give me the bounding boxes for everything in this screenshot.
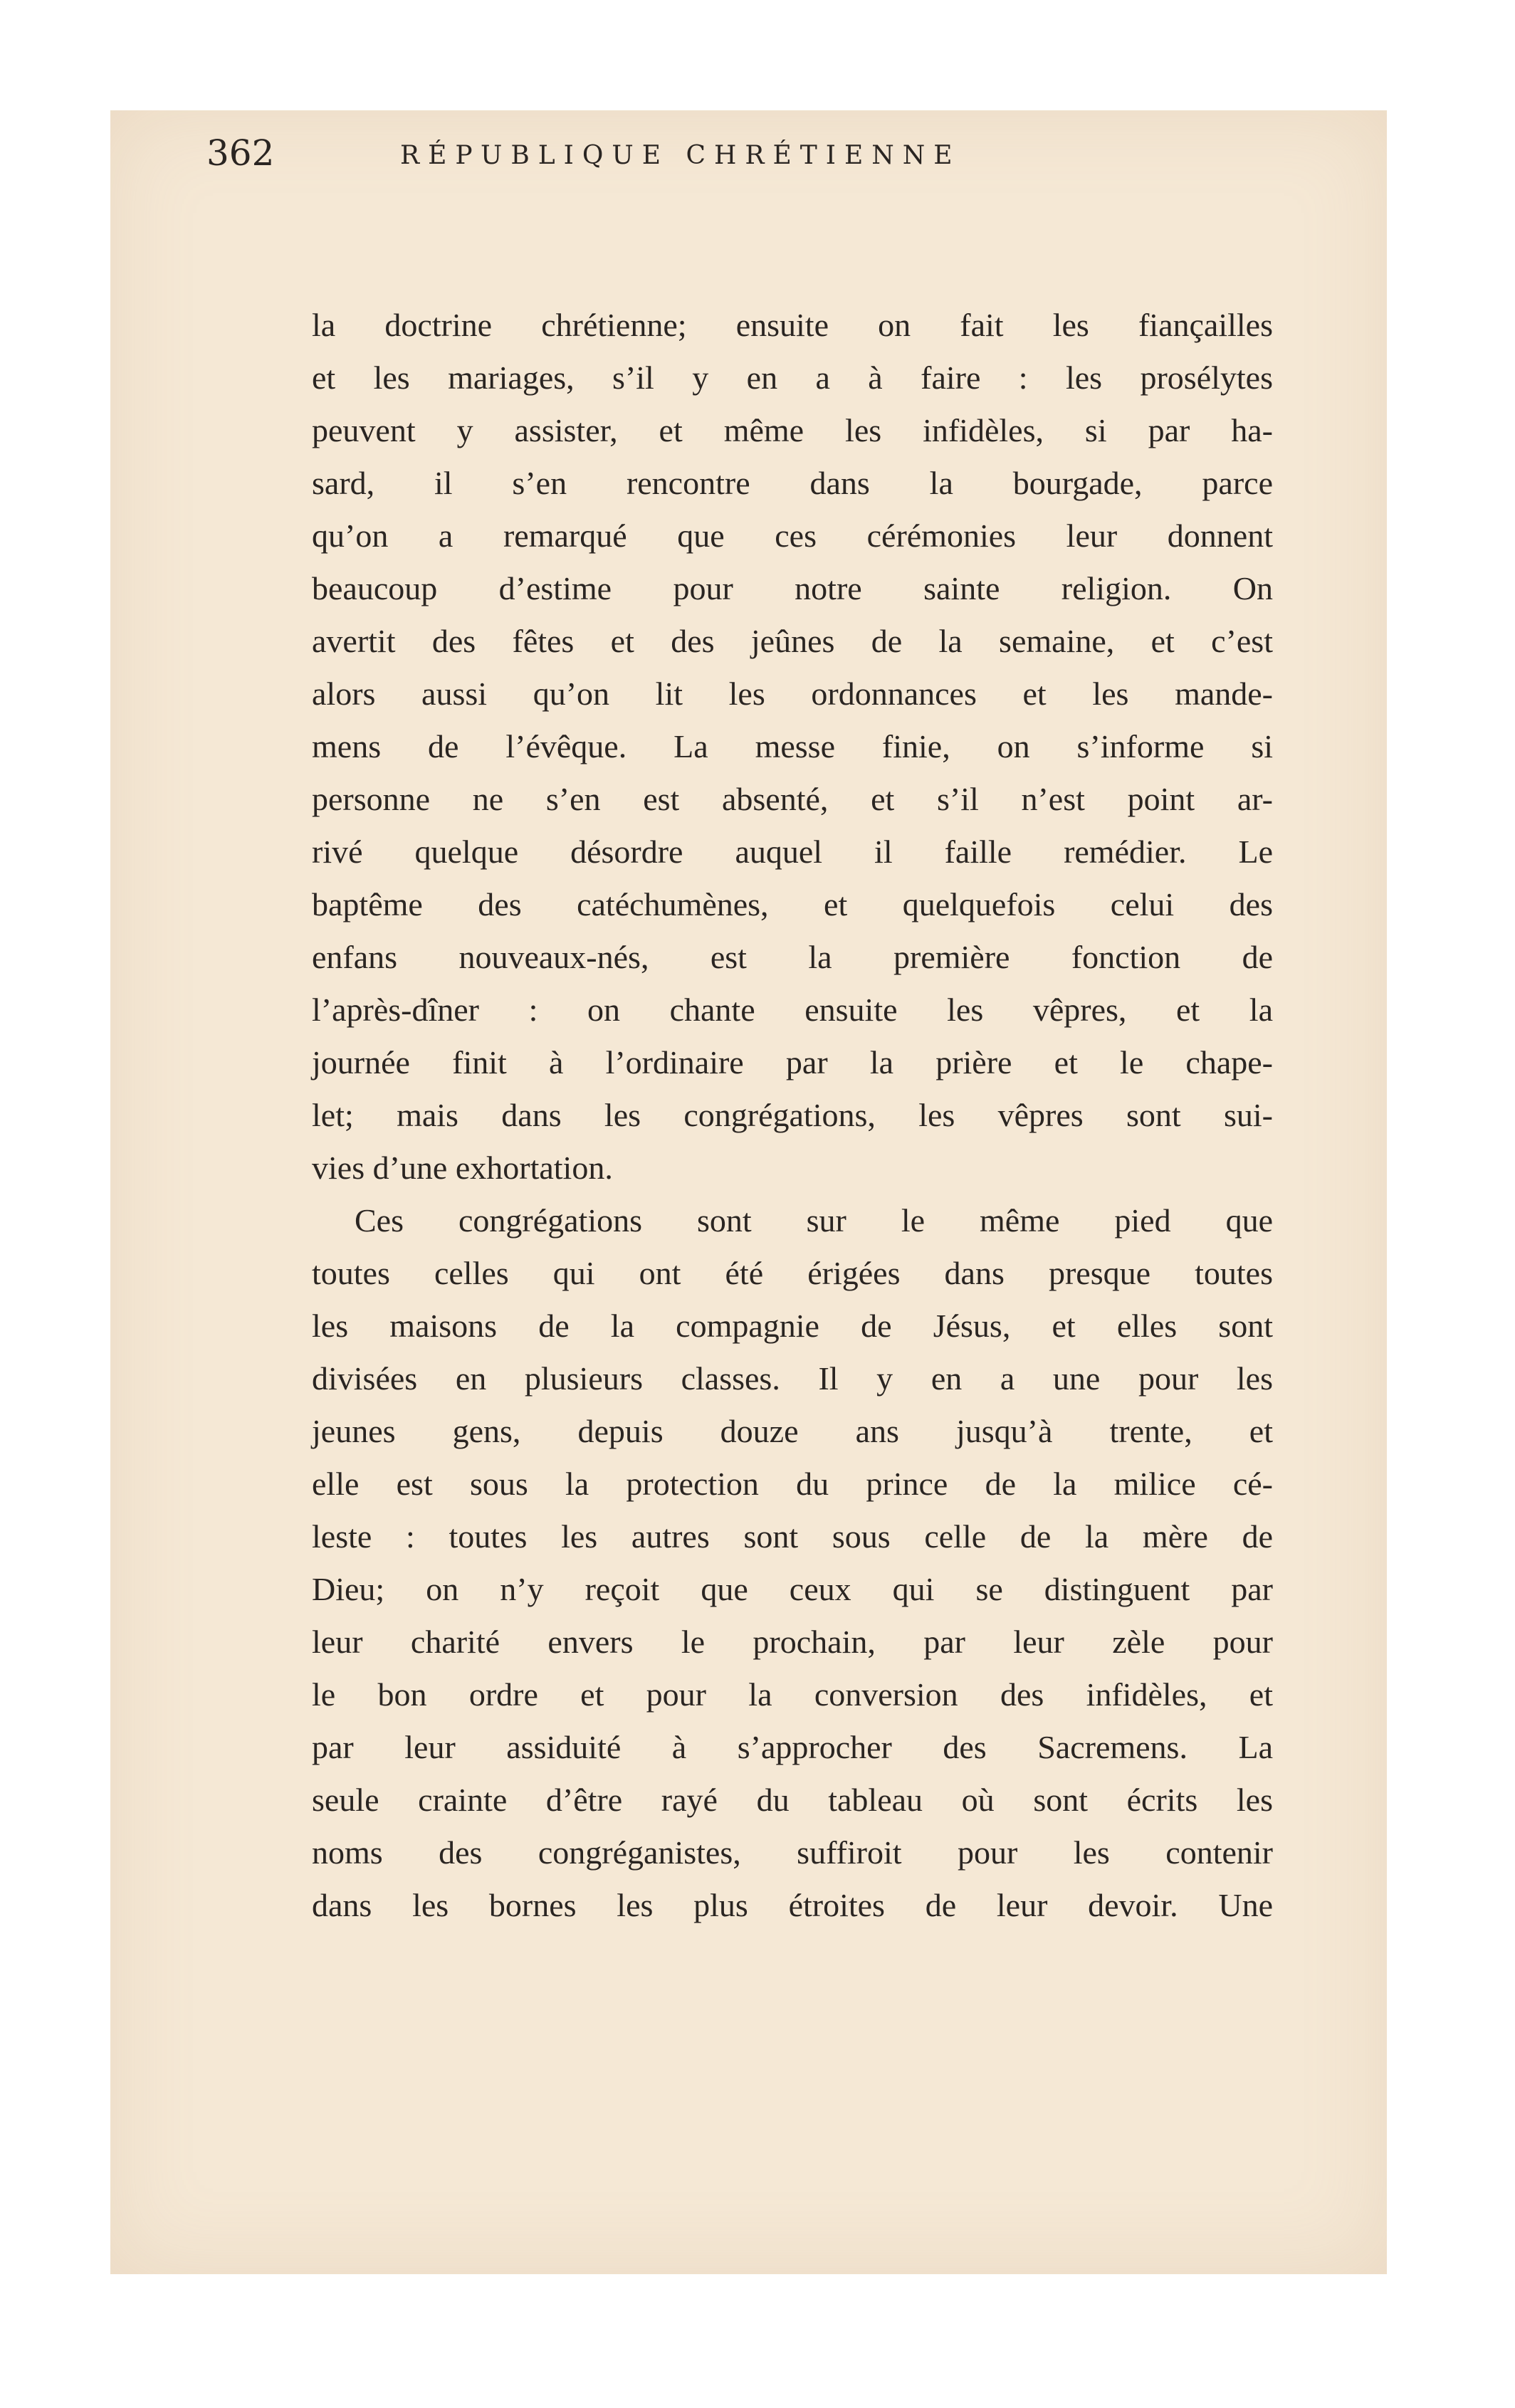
- page-number: 362: [206, 132, 275, 174]
- text-line: l’après-dîner : on chante ensuite les vêpres, et la: [312, 992, 1273, 1028]
- text-line: et les mariages, s’il y en a à faire : les prosélytes: [312, 359, 1273, 396]
- text-line: personne ne s’en est absenté, et s’il n’est point ar-: [312, 781, 1273, 817]
- text-line: sard, il s’en rencontre dans la bourgade, parce: [312, 465, 1273, 501]
- text-line: jeunes gens, depuis douze ans jusqu’à trente, et: [312, 1413, 1273, 1449]
- text-line: beaucoup d’estime pour notre sainte religion. On: [312, 570, 1273, 606]
- page-header: [206, 125, 1274, 182]
- running-title: RÉPUBLIQUE CHRÉTIENNE: [400, 141, 961, 170]
- text-line: le bon ordre et pour la conversion des infidèles, et: [312, 1676, 1273, 1713]
- text-line: peuvent y assister, et même les infidèles, si par ha-: [312, 412, 1273, 448]
- text-line: divisées en plusieurs classes. Il y en a une pour les: [312, 1360, 1273, 1397]
- text-line: noms des congréganistes, suffiroit pour les contenir: [312, 1834, 1273, 1871]
- text-line: leste : toutes les autres sont sous celle de la mère de: [312, 1518, 1273, 1555]
- text-line: mens de l’évêque. La messe finie, on s’informe si: [312, 728, 1273, 764]
- text-line: elle est sous la protection du prince de la milice cé-: [312, 1466, 1273, 1502]
- text-line: par leur assiduité à s’approcher des Sacremens. La: [312, 1729, 1273, 1765]
- text-line: qu’on a remarqué que ces cérémonies leur donnent: [312, 517, 1273, 554]
- text-line: let; mais dans les congrégations, les vêpres sont sui-: [312, 1097, 1273, 1133]
- text-line: seule crainte d’être rayé du tableau où sont écrits les: [312, 1782, 1273, 1818]
- text-line: les maisons de la compagnie de Jésus, et elles sont: [312, 1308, 1273, 1344]
- text-line: baptême des catéchumènes, et quelquefois celui des: [312, 886, 1273, 922]
- text-line: leur charité envers le prochain, par leur zèle pour: [312, 1624, 1273, 1660]
- text-line: avertit des fêtes et des jeûnes de la semaine, et c’est: [312, 623, 1273, 659]
- text-line: enfans nouveaux-nés, est la première fonction de: [312, 939, 1273, 975]
- text-line: la doctrine chrétienne; ensuite on fait les fiançailles: [312, 307, 1273, 343]
- text-line: toutes celles qui ont été érigées dans presque toutes: [312, 1255, 1273, 1291]
- paragraph-start-line: Ces congrégations sont sur le même pied que: [355, 1202, 1273, 1239]
- body-text: [312, 299, 1273, 1932]
- text-line: rivé quelque désordre auquel il faille remédier. Le: [312, 834, 1273, 870]
- text-line: dans les bornes les plus étroites de leur devoir. Une: [312, 1887, 1273, 1923]
- text-line: alors aussi qu’on lit les ordonnances et les mande-: [312, 675, 1273, 712]
- text-line: journée finit à l’ordinaire par la prière et le chape-: [312, 1044, 1273, 1081]
- paragraph-end-line: vies d’une exhortation.: [312, 1150, 613, 1186]
- text-line: Dieu; on n’y reçoit que ceux qui se distinguent par: [312, 1571, 1273, 1607]
